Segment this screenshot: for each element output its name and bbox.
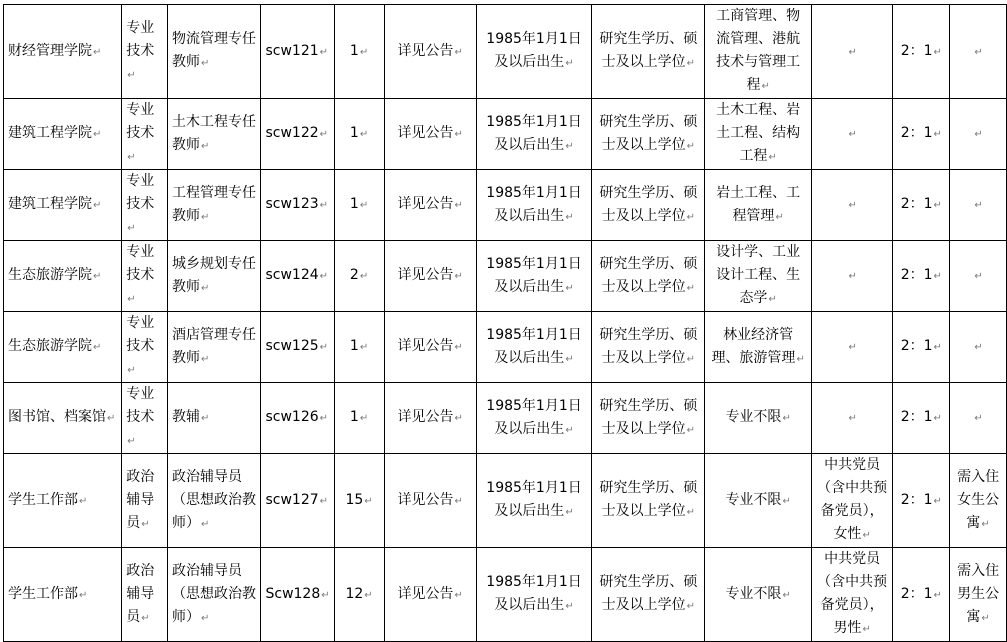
table-body — [4, 5, 1007, 642]
headcount-text: 1 — [349, 338, 359, 354]
other-requirement-cell — [811, 548, 893, 642]
department-text: 生态旅游学院 — [8, 267, 92, 283]
position-text: 物流管理专任教师 — [172, 31, 257, 70]
position-text: 工程管理专任教师 — [172, 184, 257, 224]
note-cell — [950, 99, 1007, 170]
post-type-text: 专业技术 — [126, 315, 155, 354]
paragraph-mark-icon: ↵ — [782, 495, 791, 507]
education-text: 研究生学历、硕士及以上学位 — [599, 574, 698, 613]
headcount-cell — [334, 548, 384, 642]
education-text: 研究生学历、硕士及以上学位 — [599, 113, 698, 153]
education-cell — [592, 312, 705, 383]
note-cell — [950, 5, 1007, 99]
paragraph-mark-icon: ↵ — [201, 353, 210, 365]
ratio-text: 2：1 — [900, 409, 933, 425]
other-requirement-cell — [811, 170, 893, 241]
note-cell — [950, 548, 1007, 642]
headcount-text: 2 — [349, 267, 359, 283]
paragraph-mark-icon: ↵ — [565, 601, 574, 612]
major-cell — [705, 454, 811, 548]
paragraph-mark-icon: ↵ — [933, 129, 942, 140]
paragraph-mark-icon: ↵ — [981, 518, 990, 530]
education-cell — [592, 454, 705, 548]
paragraph-mark-icon: ↵ — [359, 413, 369, 424]
ratio-cell — [893, 170, 950, 241]
note-cell — [950, 454, 1007, 548]
table-row — [4, 5, 1007, 99]
post-code-text: scw123 — [265, 196, 319, 212]
paragraph-mark-icon: ↵ — [848, 46, 857, 58]
paragraph-mark-icon: ↵ — [454, 200, 463, 211]
paragraph-mark-icon: ↵ — [565, 140, 574, 152]
paragraph-mark-icon: ↵ — [565, 424, 574, 436]
age-requirement-text: 1985年1月1日及以后出生 — [486, 397, 582, 437]
paragraph-mark-icon: ↵ — [79, 589, 88, 601]
education-text: 研究生学历、硕士及以上学位 — [599, 326, 698, 366]
post-code-text: scw127 — [265, 491, 319, 508]
note-text: 需入住女生公寓 — [957, 468, 1000, 531]
process-cell — [384, 312, 476, 383]
paragraph-mark-icon: ↵ — [141, 612, 150, 624]
post-type-text: 专业技术 — [126, 102, 155, 141]
paragraph-mark-icon: ↵ — [319, 46, 329, 58]
post-code-text: scw122 — [265, 125, 319, 141]
process-text: 详见公告 — [397, 409, 454, 425]
process-cell — [384, 5, 476, 99]
ratio-text: 2：1 — [900, 338, 933, 354]
post-code-text: scw121 — [265, 42, 319, 59]
paragraph-mark-icon: ↵ — [321, 589, 330, 601]
paragraph-mark-icon: ↵ — [565, 58, 574, 69]
age-requirement-cell — [476, 454, 591, 548]
post-type-text: 政治辅导员 — [126, 468, 155, 531]
paragraph-mark-icon: ↵ — [319, 413, 329, 424]
post-type-text: 专业技术 — [126, 19, 155, 59]
age-requirement-cell — [476, 170, 591, 241]
major-cell — [705, 548, 811, 642]
major-text: 专业不限 — [725, 491, 782, 508]
post-code-cell — [261, 548, 334, 642]
process-cell — [384, 548, 476, 642]
table-row — [4, 548, 1007, 642]
note-cell — [950, 312, 1007, 383]
department-text: 财经管理学院 — [8, 42, 92, 59]
post-type-cell — [122, 454, 168, 548]
paragraph-mark-icon: ↵ — [848, 200, 857, 211]
major-cell — [705, 5, 811, 99]
ratio-cell — [893, 5, 950, 99]
position-cell — [168, 241, 261, 312]
note-text: 需入住男生公寓 — [957, 562, 1000, 625]
paragraph-mark-icon: ↵ — [848, 129, 857, 140]
position-text: 政治辅导员（思想政治教师） — [172, 468, 257, 531]
note-cell — [950, 383, 1007, 454]
process-cell — [384, 454, 476, 548]
paragraph-mark-icon: ↵ — [933, 200, 942, 211]
position-text: 城乡规划专任教师 — [172, 255, 257, 295]
major-text: 专业不限 — [725, 409, 782, 425]
paragraph-mark-icon: ↵ — [686, 58, 696, 69]
headcount-cell — [334, 170, 384, 241]
headcount-cell — [334, 5, 384, 99]
paragraph-mark-icon: ↵ — [565, 211, 574, 223]
paragraph-mark-icon: ↵ — [454, 129, 463, 140]
paragraph-mark-icon: ↵ — [782, 413, 791, 424]
paragraph-mark-icon: ↵ — [974, 46, 983, 58]
paragraph-mark-icon: ↵ — [454, 589, 463, 601]
paragraph-mark-icon: ↵ — [127, 223, 136, 234]
paragraph-mark-icon: ↵ — [201, 140, 210, 152]
paragraph-mark-icon: ↵ — [127, 365, 136, 376]
paragraph-mark-icon: ↵ — [974, 271, 983, 282]
position-cell — [168, 99, 261, 170]
note-cell — [950, 170, 1007, 241]
paragraph-mark-icon: ↵ — [201, 211, 210, 223]
recruitment-table — [3, 4, 1007, 642]
age-requirement-text: 1985年1月1日及以后出生 — [486, 480, 582, 519]
paragraph-mark-icon: ↵ — [359, 129, 369, 140]
headcount-cell — [334, 312, 384, 383]
age-requirement-text: 1985年1月1日及以后出生 — [486, 184, 582, 224]
other-requirement-cell — [811, 99, 893, 170]
ratio-text: 2：1 — [900, 267, 933, 283]
paragraph-mark-icon: ↵ — [319, 200, 329, 211]
headcount-text: 1 — [349, 42, 359, 59]
paragraph-mark-icon: ↵ — [796, 353, 805, 365]
post-type-cell — [122, 312, 168, 383]
department-cell — [4, 548, 122, 642]
paragraph-mark-icon: ↵ — [974, 129, 983, 140]
department-cell — [4, 5, 122, 99]
paragraph-mark-icon: ↵ — [127, 69, 136, 81]
paragraph-mark-icon: ↵ — [201, 518, 210, 530]
post-code-cell — [261, 454, 334, 548]
paragraph-mark-icon: ↵ — [93, 271, 102, 282]
process-text: 详见公告 — [397, 585, 454, 602]
education-cell — [592, 99, 705, 170]
paragraph-mark-icon: ↵ — [933, 413, 942, 424]
department-text: 建筑工程学院 — [8, 125, 92, 141]
table-row — [4, 241, 1007, 312]
other-requirement-cell — [811, 383, 893, 454]
process-cell — [384, 99, 476, 170]
ratio-cell — [893, 312, 950, 383]
other-requirement-cell — [811, 241, 893, 312]
age-requirement-text: 1985年1月1日及以后出生 — [486, 255, 582, 295]
age-requirement-text: 1985年1月1日及以后出生 — [486, 574, 582, 613]
major-cell — [705, 170, 811, 241]
paragraph-mark-icon: ↵ — [686, 601, 696, 612]
paragraph-mark-icon: ↵ — [454, 342, 463, 353]
position-cell — [168, 454, 261, 548]
headcount-text: 1 — [349, 125, 359, 141]
paragraph-mark-icon: ↵ — [359, 271, 369, 282]
paragraph-mark-icon: ↵ — [933, 495, 942, 507]
paragraph-mark-icon: ↵ — [686, 507, 696, 518]
post-type-text: 专业技术 — [126, 386, 155, 425]
paragraph-mark-icon: ↵ — [359, 200, 369, 211]
paragraph-mark-icon: ↵ — [93, 200, 102, 211]
paragraph-mark-icon: ↵ — [454, 271, 463, 282]
process-text: 详见公告 — [397, 196, 454, 212]
other-requirement-text: 中共党员（含中共预备党员），女性 — [817, 457, 888, 542]
position-cell — [168, 548, 261, 642]
paragraph-mark-icon: ↵ — [93, 342, 102, 353]
process-cell — [384, 241, 476, 312]
age-requirement-text: 1985年1月1日及以后出生 — [486, 31, 582, 70]
other-requirement-cell — [811, 5, 893, 99]
paragraph-mark-icon: ↵ — [775, 211, 784, 223]
headcount-text: 12 — [345, 585, 364, 602]
ratio-text: 2：1 — [900, 491, 933, 508]
position-cell — [168, 312, 261, 383]
ratio-cell — [893, 99, 950, 170]
paragraph-mark-icon: ↵ — [359, 342, 369, 353]
paragraph-mark-icon: ↵ — [319, 342, 329, 353]
paragraph-mark-icon: ↵ — [79, 495, 88, 507]
paragraph-mark-icon: ↵ — [933, 271, 942, 282]
department-cell — [4, 170, 122, 241]
education-text: 研究生学历、硕士及以上学位 — [599, 480, 698, 519]
post-code-text: Scw128 — [265, 585, 321, 602]
paragraph-mark-icon: ↵ — [93, 129, 102, 140]
paragraph-mark-icon: ↵ — [686, 353, 696, 365]
paragraph-mark-icon: ↵ — [454, 413, 463, 424]
process-text: 详见公告 — [397, 267, 454, 283]
ratio-cell — [893, 548, 950, 642]
paragraph-mark-icon: ↵ — [974, 413, 983, 424]
post-code-text: scw125 — [265, 338, 319, 354]
paragraph-mark-icon: ↵ — [686, 282, 696, 294]
paragraph-mark-icon: ↵ — [319, 271, 329, 282]
ratio-text: 2：1 — [900, 125, 933, 141]
process-text: 详见公告 — [397, 125, 454, 141]
paragraph-mark-icon: ↵ — [686, 140, 696, 152]
ratio-cell — [893, 383, 950, 454]
paragraph-mark-icon: ↵ — [848, 271, 857, 282]
post-type-cell — [122, 5, 168, 99]
paragraph-mark-icon: ↵ — [141, 518, 150, 530]
position-text: 土木工程专任教师 — [172, 113, 257, 153]
post-type-cell — [122, 548, 168, 642]
department-cell — [4, 312, 122, 383]
paragraph-mark-icon: ↵ — [319, 495, 329, 507]
headcount-cell — [334, 454, 384, 548]
department-text: 图书馆、档案馆 — [8, 409, 106, 425]
education-cell — [592, 548, 705, 642]
paragraph-mark-icon: ↵ — [686, 211, 696, 223]
paragraph-mark-icon: ↵ — [454, 495, 463, 507]
paragraph-mark-icon: ↵ — [127, 436, 136, 447]
department-cell — [4, 241, 122, 312]
paragraph-mark-icon: ↵ — [454, 46, 463, 58]
department-cell — [4, 99, 122, 170]
paragraph-mark-icon: ↵ — [782, 589, 791, 601]
major-cell — [705, 383, 811, 454]
major-cell — [705, 312, 811, 383]
ratio-cell — [893, 454, 950, 548]
post-code-cell — [261, 241, 334, 312]
note-cell — [950, 241, 1007, 312]
paragraph-mark-icon: ↵ — [848, 342, 857, 353]
major-cell — [705, 241, 811, 312]
paragraph-mark-icon: ↵ — [93, 46, 102, 58]
post-code-text: scw126 — [265, 409, 319, 425]
headcount-cell — [334, 241, 384, 312]
paragraph-mark-icon: ↵ — [981, 612, 990, 624]
other-requirement-text: 中共党员（含中共预备党员），男性 — [817, 551, 888, 636]
position-cell — [168, 383, 261, 454]
age-requirement-cell — [476, 241, 591, 312]
age-requirement-cell — [476, 312, 591, 383]
position-text: 教辅 — [172, 409, 201, 425]
ratio-text: 2：1 — [900, 42, 933, 59]
paragraph-mark-icon: ↵ — [364, 589, 373, 601]
table-row — [4, 99, 1007, 170]
paragraph-mark-icon: ↵ — [848, 413, 857, 424]
paragraph-mark-icon: ↵ — [862, 530, 871, 541]
department-text: 生态旅游学院 — [8, 338, 92, 354]
paragraph-mark-icon: ↵ — [933, 589, 942, 601]
post-type-cell — [122, 241, 168, 312]
major-text: 工商管理、物流管理、港航技术与管理工程 — [716, 8, 801, 93]
ratio-cell — [893, 241, 950, 312]
process-text: 详见公告 — [397, 42, 454, 59]
education-text: 研究生学历、硕士及以上学位 — [599, 397, 698, 437]
other-requirement-cell — [811, 454, 893, 548]
paragraph-mark-icon: ↵ — [686, 424, 696, 436]
paragraph-mark-icon: ↵ — [761, 81, 770, 92]
major-text: 土木工程、岩土工程、结构工程 — [716, 102, 801, 164]
post-code-cell — [261, 99, 334, 170]
post-code-cell — [261, 170, 334, 241]
department-text: 学生工作部 — [8, 585, 78, 602]
post-code-cell — [261, 5, 334, 99]
age-requirement-cell — [476, 383, 591, 454]
ratio-text: 2：1 — [900, 585, 933, 602]
department-cell — [4, 454, 122, 548]
headcount-text: 15 — [345, 491, 364, 508]
headcount-text: 1 — [349, 409, 359, 425]
department-cell — [4, 383, 122, 454]
headcount-cell — [334, 99, 384, 170]
paragraph-mark-icon: ↵ — [201, 282, 210, 294]
paragraph-mark-icon: ↵ — [933, 342, 942, 353]
position-text: 酒店管理专任教师 — [172, 326, 257, 366]
age-requirement-cell — [476, 5, 591, 99]
paragraph-mark-icon: ↵ — [364, 495, 373, 507]
education-cell — [592, 170, 705, 241]
paragraph-mark-icon: ↵ — [127, 294, 136, 305]
paragraph-mark-icon: ↵ — [565, 282, 574, 294]
paragraph-mark-icon: ↵ — [319, 129, 329, 140]
major-text: 设计学、工业设计工程、生态学 — [716, 244, 801, 306]
education-cell — [592, 241, 705, 312]
process-text: 详见公告 — [397, 491, 454, 508]
education-text: 研究生学历、硕士及以上学位 — [599, 255, 698, 295]
paragraph-mark-icon: ↵ — [359, 46, 369, 58]
department-text: 建筑工程学院 — [8, 196, 92, 212]
paragraph-mark-icon: ↵ — [933, 46, 942, 58]
major-text: 专业不限 — [725, 585, 782, 602]
paragraph-mark-icon: ↵ — [565, 507, 574, 518]
paragraph-mark-icon: ↵ — [768, 152, 777, 163]
paragraph-mark-icon: ↵ — [201, 58, 210, 69]
position-cell — [168, 170, 261, 241]
post-code-cell — [261, 312, 334, 383]
age-requirement-cell — [476, 99, 591, 170]
paragraph-mark-icon: ↵ — [862, 624, 871, 635]
post-type-cell — [122, 99, 168, 170]
paragraph-mark-icon: ↵ — [768, 294, 777, 305]
process-cell — [384, 170, 476, 241]
table-row — [4, 383, 1007, 454]
ratio-text: 2：1 — [900, 196, 933, 212]
age-requirement-text: 1985年1月1日及以后出生 — [486, 113, 582, 153]
paragraph-mark-icon: ↵ — [565, 353, 574, 365]
age-requirement-text: 1985年1月1日及以后出生 — [486, 326, 582, 366]
process-cell — [384, 383, 476, 454]
position-cell — [168, 5, 261, 99]
post-type-text: 政治辅导员 — [126, 562, 155, 625]
paragraph-mark-icon: ↵ — [974, 200, 983, 211]
paragraph-mark-icon: ↵ — [201, 413, 210, 424]
headcount-cell — [334, 383, 384, 454]
education-text: 研究生学历、硕士及以上学位 — [599, 184, 698, 224]
paragraph-mark-icon: ↵ — [127, 152, 136, 163]
table-row — [4, 454, 1007, 548]
paragraph-mark-icon: ↵ — [974, 342, 983, 353]
major-text: 岩土工程、工程管理 — [716, 184, 801, 224]
post-code-cell — [261, 383, 334, 454]
post-type-text: 专业技术 — [126, 244, 155, 283]
post-type-cell — [122, 383, 168, 454]
headcount-text: 1 — [349, 196, 359, 212]
education-cell — [592, 5, 705, 99]
process-text: 详见公告 — [397, 338, 454, 354]
post-type-text: 专业技术 — [126, 173, 155, 212]
major-text: 林业经济管理、旅游管理 — [711, 326, 796, 366]
paragraph-mark-icon: ↵ — [201, 612, 210, 624]
age-requirement-cell — [476, 548, 591, 642]
post-type-cell — [122, 170, 168, 241]
table-row — [4, 312, 1007, 383]
department-text: 学生工作部 — [8, 491, 78, 508]
paragraph-mark-icon: ↵ — [107, 413, 116, 424]
education-cell — [592, 383, 705, 454]
education-text: 研究生学历、硕士及以上学位 — [599, 31, 698, 70]
position-text: 政治辅导员（思想政治教师） — [172, 562, 257, 625]
post-code-text: scw124 — [265, 267, 319, 283]
major-cell — [705, 99, 811, 170]
table-row — [4, 170, 1007, 241]
other-requirement-cell — [811, 312, 893, 383]
